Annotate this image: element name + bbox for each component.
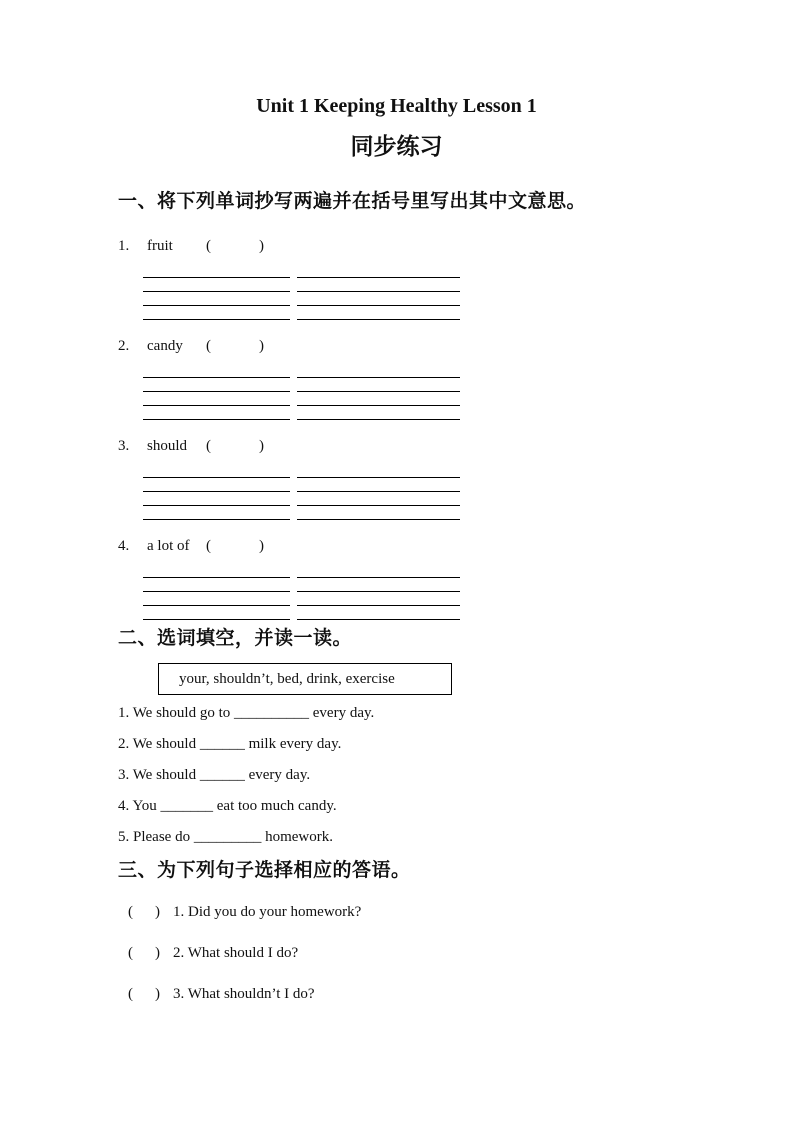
item-word: a lot of — [147, 538, 190, 554]
copy-item-head — [118, 537, 793, 555]
page-subtitle: 同步练习 — [350, 133, 443, 159]
fill-sentence: 2. We should ______ milk every day. — [118, 736, 342, 752]
writing-line — [143, 406, 290, 420]
paren-open: ( — [128, 945, 133, 961]
item-number: 4. — [118, 538, 130, 554]
writing-line — [297, 364, 460, 378]
writing-lines-column — [297, 564, 460, 620]
paren-close: ) — [259, 238, 264, 254]
fill-sentence: 3. We should ______ every day. — [118, 767, 311, 783]
writing-lines-column — [143, 364, 290, 420]
writing-line — [297, 264, 460, 278]
matching-question — [128, 903, 793, 921]
item-number: 2. — [118, 338, 130, 354]
writing-line — [143, 564, 290, 578]
writing-line — [297, 378, 460, 392]
paren-close: ) — [259, 338, 264, 354]
writing-line — [143, 264, 290, 278]
copy-item-candy — [0, 337, 793, 420]
paren-close: ) — [155, 986, 160, 1002]
writing-line — [297, 306, 460, 320]
writing-line — [143, 364, 290, 378]
question-text: 2. What should I do? — [173, 945, 299, 961]
question-text: 3. What shouldn’t I do? — [173, 986, 315, 1002]
copy-item-fruit — [0, 237, 793, 320]
writing-line — [143, 492, 290, 506]
writing-lines-column — [143, 264, 290, 320]
writing-line — [297, 492, 460, 506]
paren-close: ) — [155, 904, 160, 920]
writing-lines-column — [297, 364, 460, 420]
fill-sentence: 1. We should go to __________ every day. — [118, 705, 375, 721]
writing-line — [143, 506, 290, 520]
copy-item-a-lot-of — [0, 537, 793, 620]
writing-lines-column — [143, 564, 290, 620]
writing-lines-column — [297, 264, 460, 320]
paren-close: ) — [155, 945, 160, 961]
item-word: should — [147, 438, 188, 454]
writing-line — [297, 464, 460, 478]
writing-line — [297, 564, 460, 578]
matching-questions — [0, 903, 793, 1003]
writing-line — [143, 478, 290, 492]
question-text: 1. Did you do your homework? — [173, 904, 362, 920]
writing-line — [297, 478, 460, 492]
fill-sentence: 4. You _______ eat too much candy. — [118, 798, 337, 814]
item-number: 3. — [118, 438, 130, 454]
writing-line — [297, 578, 460, 592]
writing-line — [297, 392, 460, 406]
copy-item-should — [0, 437, 793, 520]
matching-question — [128, 985, 793, 1003]
writing-line — [143, 464, 290, 478]
copy-item-head — [118, 237, 793, 255]
writing-lines-column — [143, 464, 290, 520]
paren-open: ( — [206, 538, 211, 554]
section-three-heading: 三、为下列句子选择相应的答语。 — [118, 860, 411, 881]
writing-line — [143, 578, 290, 592]
paren-close: ) — [259, 538, 264, 554]
writing-lines — [143, 264, 460, 320]
paren-close: ) — [259, 438, 264, 454]
item-number: 1. — [118, 238, 130, 254]
writing-line — [143, 392, 290, 406]
copy-item-head — [118, 337, 793, 355]
section-one-heading: 一、将下列单词抄写两遍并在括号里写出其中文意思。 — [118, 191, 587, 212]
writing-line — [297, 606, 460, 620]
paren-open: ( — [206, 438, 211, 454]
writing-lines-column — [297, 464, 460, 520]
writing-line — [143, 378, 290, 392]
writing-line — [143, 592, 290, 606]
writing-line — [297, 592, 460, 606]
page-title: Unit 1 Keeping Healthy Lesson 1 — [256, 95, 537, 117]
copy-item-head — [118, 437, 793, 455]
writing-line — [297, 506, 460, 520]
fill-in-sentences — [118, 704, 793, 846]
item-word: fruit — [147, 238, 173, 254]
writing-line — [297, 278, 460, 292]
paren-open: ( — [206, 338, 211, 354]
paren-open: ( — [128, 904, 133, 920]
item-word: candy — [147, 338, 183, 354]
writing-line — [143, 306, 290, 320]
matching-question — [128, 944, 793, 962]
writing-lines — [143, 564, 460, 620]
word-bank-words: your, shouldn’t, bed, drink, exercise — [179, 670, 395, 687]
word-bank-box — [158, 663, 452, 695]
writing-line — [143, 278, 290, 292]
writing-line — [297, 292, 460, 306]
writing-lines — [143, 464, 460, 520]
section-two-heading: 二、选词填空，并读一读。 — [118, 628, 353, 649]
writing-line — [143, 292, 290, 306]
writing-lines — [143, 364, 460, 420]
paren-open: ( — [128, 986, 133, 1002]
fill-sentence: 5. Please do _________ homework. — [118, 829, 333, 845]
paren-open: ( — [206, 238, 211, 254]
writing-line — [143, 606, 290, 620]
writing-line — [297, 406, 460, 420]
